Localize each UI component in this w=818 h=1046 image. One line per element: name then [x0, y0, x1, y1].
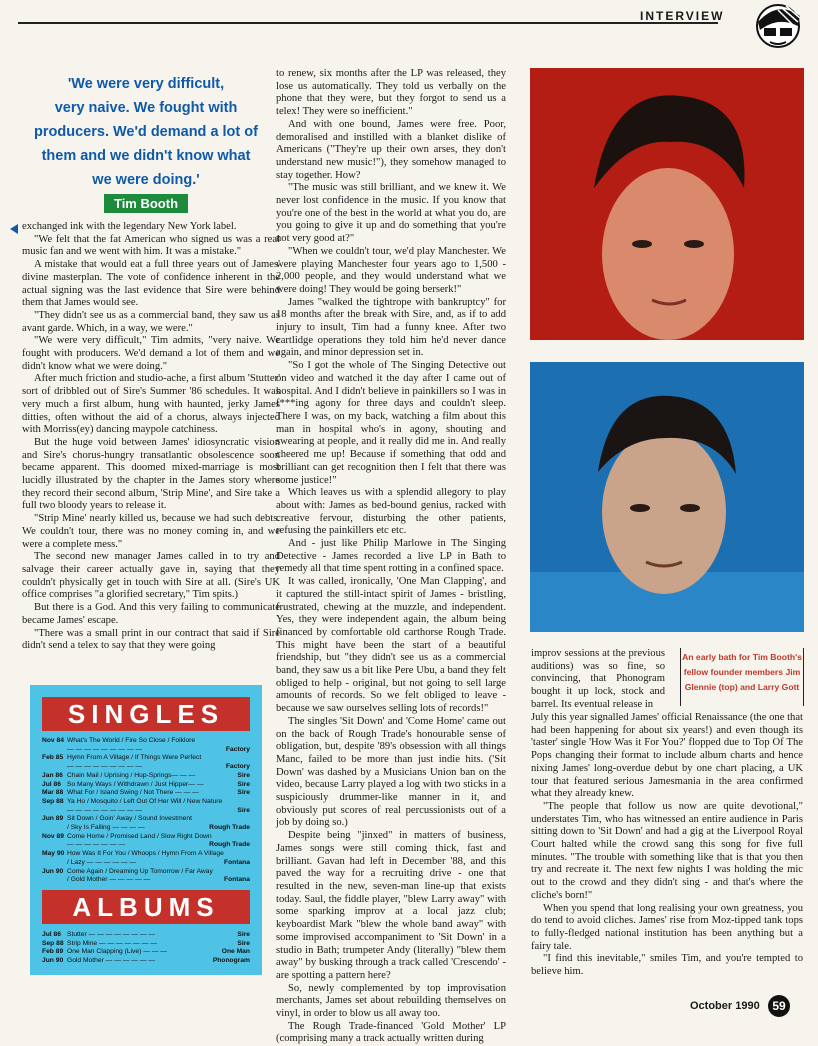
list-item: — — — — — — — — — Factory [67, 745, 250, 753]
cartoon-face-icon [748, 0, 808, 48]
article-column-2 [276, 68, 506, 1046]
paragraph: July this year signalled James' official Renaissance (the one that had been happening for about six years!) and even though its 'taster' single 'How Was it For You?' flopped due to Top Of The Pops changing their format to include album charts and hence nixing James' long-overdue debut by one chart placing, a UK tour that featured serious Jamesmania in the area confirmed what they already knew. [531, 712, 803, 800]
paragraph: "They didn't see us as a commercial band, they saw us as avant garde. Which, in a way, we were." [22, 309, 280, 334]
paragraph: "There was a small print in our contract that said if Sire didn't send a telex to say that they were going [22, 627, 280, 652]
paragraph: When you spend that long realising your own greatness, you do tend to avoid cliches. James' rise from Moz-tipped tank tops to fully-fledged national institution has been anything but a fairy tale. [531, 902, 803, 952]
paragraph: "The people that follow us now are quite devotional," understates Tim, who has witnessed an entire audience in Paris sitting down to 'Sit Down' and had a gig at the Liverpool Royal Court halted while the crowd sang this song for five full minutes. "The trouble with something like that is that you then try and recreate it. The next few nights I was holding the mic out to the crowd and they didn't sing - and that's where the cliche's born!" [531, 800, 803, 901]
paragraph: A mistake that would eat a full three years out of James' divine masterplan. The vote of confidence inherent in the actual signing was the last evidence that Sire were behind them that James would see. [22, 259, 280, 309]
paragraph: "So I got the whole of The Singing Detective out on video and watched it the day after I came out of hospital. And I didn't believe in painkillers so I was in f***ing agony for three days and couldn't sleep. There I was, on my back, watching a film about this man in hospital who's in agony, shouting and swearing at people, and it really did me in. And really cheered me up! Because if something that odd and brilliant can get recognition then I felt that there was some justice!" [276, 360, 506, 486]
photo-band-member-bottom [530, 362, 804, 632]
list-item: Mar 88 What For / Island Swing / Not There — — — Sire [42, 789, 250, 797]
albums-list [42, 931, 250, 966]
list-item: Jun 90 Come Again / Dreaming Up Tomorrow / Far Away [42, 867, 213, 875]
arrow-left-icon [10, 224, 18, 234]
list-item: Feb 89 One Man Clapping (Live) — — — One Man [42, 948, 250, 956]
paragraph: After much friction and studio-ache, a first album 'Stutter' sort of dribbled out of Sire's Summer '86 schedules. It was very much a first album, hung with haunted, jerky James ditties, often without the aid of a chorus, always injected with Morriss(ey) dancing maypole catchiness. [22, 373, 280, 436]
photo-caption: An early bath for Tim Booth's fellow founder members Jim Glennie (top) and Larry Gott [680, 648, 804, 706]
paragraph: And with one bound, James were free. Poor, demoralised and instilled with a blanket dislike of Americans ("They're up their own arses, they don't understand new music!"), they somehow managed to stay together. How? [276, 118, 506, 181]
discography-box [30, 685, 262, 975]
paragraph: exchanged ink with the legendary New York label. [22, 221, 237, 232]
singles-heading: SINGLES [42, 697, 250, 731]
paragraph: James "walked the tightrope with bankruptcy" for 18 months after the break with Sire, and, as if to add injury to insult, Tim had a funny knee. After two cartlidge operations they told him he'd never dance again, and minor depression set in. [276, 296, 506, 359]
list-item: Jun 89 Sit Down / Goin' Away / Sound Investment [42, 815, 192, 823]
list-item: Jun 90 Gold Mother — — — — — — Phonogram [42, 957, 250, 965]
list-item: / Sky Is Falling — — — — Rough Trade [67, 824, 250, 832]
photo-band-member-top [530, 68, 804, 340]
article-column-3a [531, 648, 665, 712]
paragraph: "We were very difficult," Tim admits, "very naive. We fought with producers. We'd demand a lot of them and we didn't know what we were doing." [22, 335, 280, 372]
list-item: Sep 88 Ya Ho / Mosquito / Left Out Of Her Will / New Nature [42, 797, 223, 805]
paragraph: So, newly complemented by top improvisation merchants, James set about rebuilding themselves on vinyl, in order to blow us all away too. [276, 982, 506, 1020]
paragraph: It was called, ironically, 'One Man Clapping', and it captured the still-intact spirit of James - bristling, frustrated, chewing at the muzzle, and independent. Yes, they were independent again, the album being financed by comfortable old carthorse Rough Trade. This might have been the start of a beautiful friendship, but "they didn't see us as a commercial band, they saw us a bit like Pere Ubu, a band they felt obliged to help - original, but not going to sell large amounts of records. So we felt obliged to leave - because we saw ourselves selling lots of records!" [276, 576, 506, 715]
list-item: Jul 86 Stutter — — — — — — — — Sire [42, 931, 250, 938]
paragraph: Despite being "jinxed" in matters of business, James songs were still coming thick, fast and brilliant. Gavan had left in December '88, and this paved the way for a recruiting drive - one that resulted in the new, seven-man line-up that exists today. Saul, the fiddle player, "blew Larry away" with some sparking improv at a local jazz club; keyboardist Mark "blew the whole band away" with some improvised accompaniment to 'Sit Down' in a studio in Bath; trumpeter Andy (literally) "blew them away" by busking through a track called 'Crescendo' - are spotting a pattern here? [276, 830, 506, 981]
pull-quote-line: we were doing.' [92, 172, 200, 188]
article-column-3b [531, 712, 803, 979]
pull-quote-line: them and we didn't know what [41, 148, 251, 164]
list-item: / Gold Mother — — — — — Fontana [67, 876, 250, 884]
singles-list [42, 737, 250, 885]
list-item: May 90 How Was It For You / Whoops / Hymn From A Village [42, 850, 224, 858]
paragraph: improv sessions at the previous auditions) was so fine, so convincing, that Phonogram bought it up lock, stock and barrel. Its eventual release in [531, 648, 665, 710]
paragraph: to renew, six months after the LP was released, they lose us automatically. They told us verbally on the phone that they were, but they forgot to send us a telex! They were so inefficient." [276, 68, 506, 118]
list-item: Feb 85 Hymn From A Village / If Things Were Perfect [42, 754, 202, 762]
albums-heading: ALBUMS [42, 890, 250, 924]
list-item: Jul 86 So Many Ways / Withdrawn / Just Hipper— — Sire [42, 780, 250, 788]
list-item: — — — — — — — — — Sire [67, 806, 250, 814]
paragraph: And - just like Philip Marlowe in The Singing Detective - James recorded a live LP in Bath to remedy all that time spent rotting in a confined space. [276, 538, 506, 575]
list-item: Jan 86 Chain Mail / Uprising / Hup-Springs— — — Sire [42, 771, 250, 779]
paragraph: "I find this inevitable," smiles Tim, and you're tempted to believe him. [531, 953, 803, 978]
paragraph: But the huge void between James' idiosyncratic vision and Sire's chorus-hungry transatlantic obsolescence soon became apparent. This doomed mixed-marriage is most lucidly illustrated by the chapter in the James story where they record their second album, 'Strip Mine', and Sire take a full two bloody years to release it. [22, 436, 280, 512]
list-item: Nov 89 Come Home / Promised Land / Slow Right Down [42, 832, 212, 840]
list-item: — — — — — — — Rough Trade [67, 841, 250, 849]
paragraph: "When we couldn't tour, we'd play Manchester. We were playing Manchester four years ago to 1,500 - 2,000 people, and they would understand what we were doing! They would be going berserk!" [276, 245, 506, 295]
paragraph: But there is a God. And this very failing to communicate became James' escape. [22, 602, 280, 626]
list-item: — — — — — — — — — Factory [67, 763, 250, 771]
paragraph: The Rough Trade-financed 'Gold Mother' LP (comprising many a track actually written during [276, 1020, 506, 1045]
page-number: 59 [768, 995, 790, 1017]
paragraph: "Strip Mine' nearly killed us, because we had such debts. We couldn't tour, there was no money coming in, and we were a complete mess." [22, 513, 280, 550]
header-rule [18, 22, 718, 24]
pull-quote-line: producers. We'd demand a lot of [34, 124, 258, 140]
paragraph: Which leaves us with a splendid allegory to play about with: James as bed-bound genius, racked with creative fervour, disturbing the other patients, refusing the painkillers etc etc. [276, 487, 506, 537]
list-item: / Lazy — — — — — — Fontana [67, 858, 250, 866]
pull-quote-line: very naive. We fought with [54, 100, 238, 116]
paragraph: The second new manager James called in to try and salvage their career actually gave in, saying that they couldn't physically get in touch with Sire at all. (Sire's UK office comprises "a glorified secretary," Tim spits.) [22, 551, 280, 601]
list-item: Sep 88 Strip Mine — — — — — — — Sire [42, 939, 250, 947]
issue-date: October 1990 [690, 1000, 760, 1012]
paragraph: The singles 'Sit Down' and 'Come Home' came out on the back of Rough Trade's honourable sense of obligation, but, despite '89's obsession with all things Manc, failed to be more than just indie hits. ('Sit Down' was dashed by a Musicians Union ban on the video, because Larry played a log with two sticks in a suspiciously drummer-like manner in it, and obviously put scores of real percussionists out of a job by doing so.) [276, 715, 506, 829]
pull-quote [30, 72, 262, 216]
list-item: Nov 84 What's The World / Fire So Close / Folklore [42, 737, 196, 744]
pull-quote-credit: Tim Booth [104, 194, 188, 213]
section-label: INTERVIEW [640, 9, 725, 23]
paragraph: "We felt that the fat American who signed us was a real music fan and we went with him. It was a mistake." [22, 233, 280, 258]
pull-quote-line: 'We were very difficult, [67, 76, 225, 92]
article-column-1 [22, 221, 280, 653]
paragraph: "The music was still brilliant, and we knew it. We never lost confidence in the music. If you know that you're one of the best in the world at what you do, are you going to give it up and do something that you're not very good at?" [276, 182, 506, 245]
